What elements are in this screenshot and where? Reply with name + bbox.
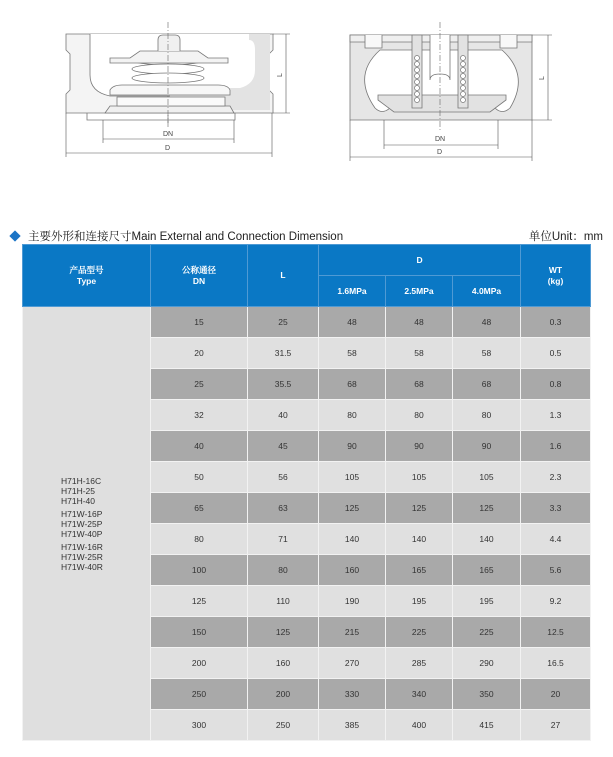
section-title-text: 主要外形和连接尺寸Main External and Connection Dimension — [28, 231, 344, 243]
cell-dn: 40 — [151, 431, 248, 462]
outer-diameter-label: D — [165, 145, 171, 152]
cell-dn: 20 — [151, 338, 248, 369]
cell-d-4-0mpa: 48 — [453, 307, 521, 338]
cell-d-1-6mpa: 68 — [319, 369, 386, 400]
type-group — [61, 542, 150, 572]
cell-d-2-5mpa: 48 — [386, 307, 453, 338]
cell-dn: 25 — [151, 369, 248, 400]
cell-dn: 300 — [151, 710, 248, 741]
unit-label: 单位Unit：mm — [528, 231, 603, 243]
type-model: H71H-25 — [61, 485, 96, 496]
header-l: L — [248, 245, 319, 307]
cell-l: 35.5 — [248, 369, 319, 400]
cell-d-2-5mpa: 225 — [386, 617, 453, 648]
cell-l: 63 — [248, 493, 319, 524]
diamond-bullet-icon — [9, 230, 20, 241]
type-model: H71H-40 — [61, 495, 96, 506]
nominal-diameter-label: DN — [163, 131, 174, 138]
length-label: L — [539, 76, 546, 80]
header-d: D — [319, 245, 521, 276]
cell-d-4-0mpa: 90 — [453, 431, 521, 462]
cell-d-1-6mpa: 215 — [319, 617, 386, 648]
cell-d-2-5mpa: 165 — [386, 555, 453, 586]
cell-d-2-5mpa: 340 — [386, 679, 453, 710]
type-model: H71W-16P — [61, 508, 103, 519]
cell-dn: 200 — [151, 648, 248, 679]
cell-wt: 1.3 — [521, 400, 591, 431]
cell-dn: 65 — [151, 493, 248, 524]
type-model: H71W-16R — [61, 541, 103, 552]
cell-l: 31.5 — [248, 338, 319, 369]
cell-dn: 150 — [151, 617, 248, 648]
header-type-cn: 产品型号 — [69, 264, 104, 275]
cell-l: 56 — [248, 462, 319, 493]
table-row — [23, 307, 591, 338]
cell-type-list — [23, 307, 151, 741]
cell-dn: 100 — [151, 555, 248, 586]
cell-wt: 20 — [521, 679, 591, 710]
cell-d-1-6mpa: 90 — [319, 431, 386, 462]
header-wt — [521, 245, 591, 307]
cell-d-1-6mpa: 125 — [319, 493, 386, 524]
cell-d-4-0mpa: 68 — [453, 369, 521, 400]
header-d-4-0mpa: 4.0MPa — [453, 276, 521, 307]
table-body — [23, 307, 591, 741]
cell-l: 80 — [248, 555, 319, 586]
valve-drawing-left — [50, 20, 310, 170]
cell-dn: 32 — [151, 400, 248, 431]
cell-d-4-0mpa: 58 — [453, 338, 521, 369]
cell-d-2-5mpa: 140 — [386, 524, 453, 555]
cell-d-1-6mpa: 385 — [319, 710, 386, 741]
cell-d-4-0mpa: 80 — [453, 400, 521, 431]
cell-d-1-6mpa: 58 — [319, 338, 386, 369]
cell-d-1-6mpa: 48 — [319, 307, 386, 338]
cell-wt: 4.4 — [521, 524, 591, 555]
header-wt-label: WT — [548, 264, 563, 275]
cell-l: 125 — [248, 617, 319, 648]
cell-wt: 9.2 — [521, 586, 591, 617]
dimension-table — [22, 244, 591, 741]
cell-d-4-0mpa: 165 — [453, 555, 521, 586]
cell-dn: 250 — [151, 679, 248, 710]
cell-dn: 125 — [151, 586, 248, 617]
type-model: H71W-40P — [61, 528, 103, 539]
cell-wt: 3.3 — [521, 493, 591, 524]
cell-d-2-5mpa: 90 — [386, 431, 453, 462]
cell-d-2-5mpa: 80 — [386, 400, 453, 431]
cell-wt: 0.8 — [521, 369, 591, 400]
type-group — [61, 509, 150, 539]
section-heading — [9, 228, 343, 244]
header-dn-en: DN — [192, 275, 206, 286]
cell-d-4-0mpa: 195 — [453, 586, 521, 617]
header-dn-cn: 公称通径 — [181, 264, 216, 275]
cell-d-2-5mpa: 195 — [386, 586, 453, 617]
cell-l: 71 — [248, 524, 319, 555]
cell-d-4-0mpa: 415 — [453, 710, 521, 741]
header-dn — [151, 245, 248, 307]
cell-l: 25 — [248, 307, 319, 338]
cell-wt: 27 — [521, 710, 591, 741]
cell-d-1-6mpa: 140 — [319, 524, 386, 555]
cell-d-2-5mpa: 400 — [386, 710, 453, 741]
cell-l: 110 — [248, 586, 319, 617]
cell-d-4-0mpa: 290 — [453, 648, 521, 679]
type-model: H71W-25R — [61, 551, 103, 562]
cell-d-4-0mpa: 105 — [453, 462, 521, 493]
cell-d-1-6mpa: 160 — [319, 555, 386, 586]
cell-d-4-0mpa: 140 — [453, 524, 521, 555]
cell-d-2-5mpa: 58 — [386, 338, 453, 369]
type-model: H71W-40R — [61, 561, 103, 572]
cell-dn: 80 — [151, 524, 248, 555]
cell-wt: 0.5 — [521, 338, 591, 369]
cell-dn: 50 — [151, 462, 248, 493]
cell-d-2-5mpa: 68 — [386, 369, 453, 400]
header-type — [23, 245, 151, 307]
cell-wt: 1.6 — [521, 431, 591, 462]
cell-l: 200 — [248, 679, 319, 710]
type-group — [61, 476, 150, 506]
cell-wt: 16.5 — [521, 648, 591, 679]
header-d-2-5mpa: 2.5MPa — [386, 276, 453, 307]
type-model: H71W-25P — [61, 518, 103, 529]
cell-d-4-0mpa: 225 — [453, 617, 521, 648]
outer-diameter-label: D — [437, 149, 443, 156]
valve-drawing-right — [330, 20, 590, 170]
cell-d-1-6mpa: 105 — [319, 462, 386, 493]
header-d-1-6mpa: 1.6MPa — [319, 276, 386, 307]
cell-dn: 15 — [151, 307, 248, 338]
cell-d-1-6mpa: 190 — [319, 586, 386, 617]
length-label: L — [277, 73, 284, 77]
nominal-diameter-label: DN — [435, 136, 446, 143]
header-type-en: Type — [76, 275, 97, 286]
cell-l: 160 — [248, 648, 319, 679]
cell-wt: 12.5 — [521, 617, 591, 648]
cell-d-1-6mpa: 270 — [319, 648, 386, 679]
cell-d-2-5mpa: 105 — [386, 462, 453, 493]
cell-d-2-5mpa: 125 — [386, 493, 453, 524]
header-wt-unit: (kg) — [547, 275, 564, 286]
type-model: H71H-16C — [61, 475, 102, 486]
cell-d-4-0mpa: 350 — [453, 679, 521, 710]
cell-d-2-5mpa: 285 — [386, 648, 453, 679]
cell-wt: 2.3 — [521, 462, 591, 493]
cell-l: 45 — [248, 431, 319, 462]
cell-d-1-6mpa: 80 — [319, 400, 386, 431]
cell-wt: 5.6 — [521, 555, 591, 586]
cell-d-1-6mpa: 330 — [319, 679, 386, 710]
cell-l: 250 — [248, 710, 319, 741]
cell-d-4-0mpa: 125 — [453, 493, 521, 524]
cell-l: 40 — [248, 400, 319, 431]
cell-wt: 0.3 — [521, 307, 591, 338]
